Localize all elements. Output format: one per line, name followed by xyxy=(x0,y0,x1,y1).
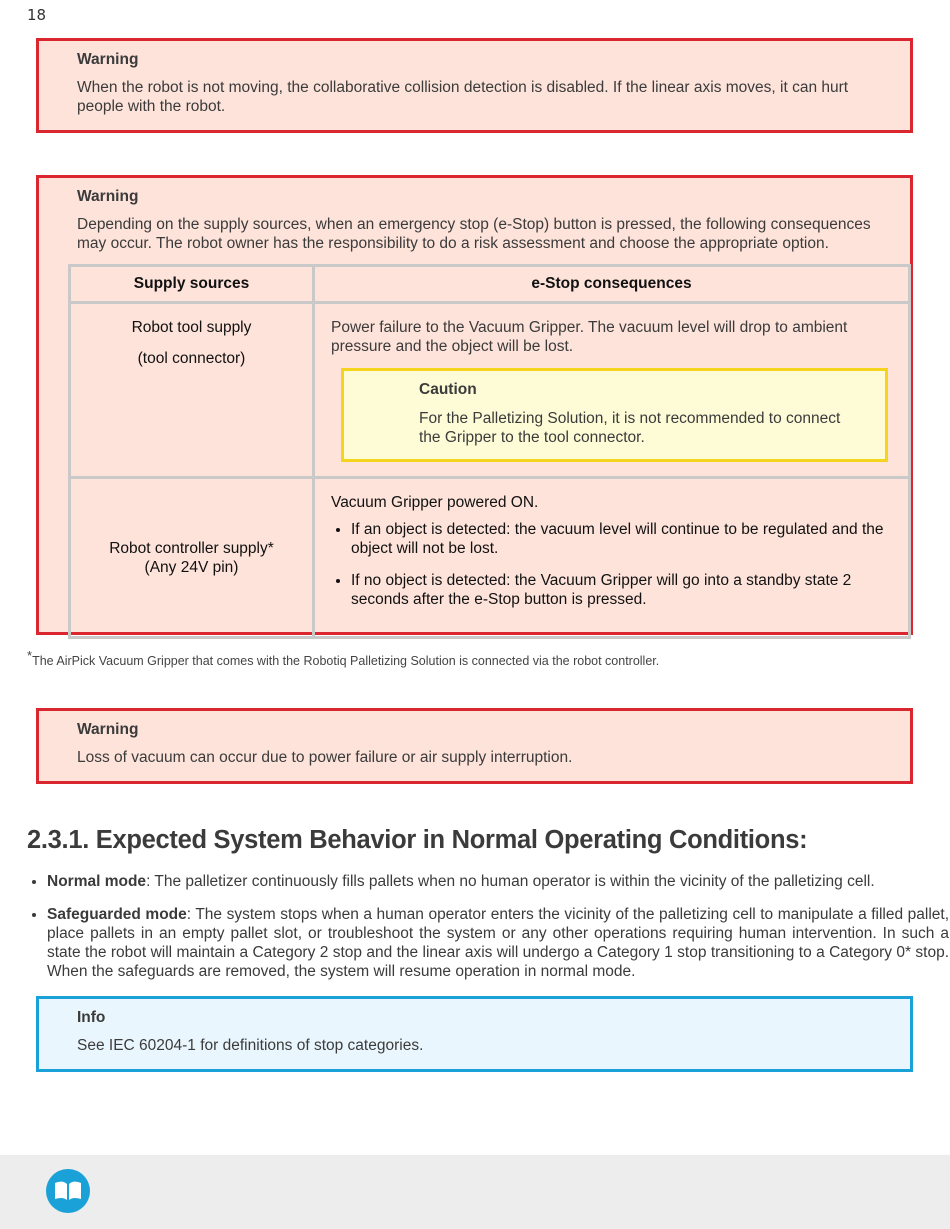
consequence-cell xyxy=(314,303,910,478)
caution-text: For the Palletizing Solution, it is not recommended to connect the Gripper to the tool connector. xyxy=(419,410,841,446)
supply-name: Robot tool supply xyxy=(131,319,252,336)
section-heading: 2.3.1. Expected System Behavior in Normal Operating Conditions: xyxy=(27,826,808,854)
mode-description: : The system stops when a human operator enters the vicinity of the palletizing cell to manipulate a filled pallet, place pallets in an empty pallet slot, or troubleshoot the system or any other operations requiring human intervention. In such a state the robot will maintain a Category 2 stop and the linear axis will undergo a Category 1 stop transitioning to a Category 0* stop. When the safeguards are removed, the system will resume operation in normal mode. xyxy=(47,906,950,980)
caution-title: Caution xyxy=(419,381,477,398)
mode-term: Safeguarded mode xyxy=(47,906,187,923)
footnote xyxy=(27,648,659,668)
info-title: Info xyxy=(77,1009,106,1026)
warning-text: Depending on the supply sources, when an emergency stop (e-Stop) button is pressed, the following consequences may occur. The robot owner has the responsibility to do a risk assessment and choose the appropriate option. xyxy=(77,216,871,252)
list-item xyxy=(47,905,949,981)
estop-table xyxy=(68,264,911,639)
warning-title: Warning xyxy=(77,721,139,738)
column-header-consequences: e-Stop consequences xyxy=(314,266,910,303)
mode-description: : The palletizer continuously fills pallets when no human operator is within the vicinity of the palletizing cell. xyxy=(146,873,875,890)
supply-cell xyxy=(70,303,314,478)
column-header-supply: Supply sources xyxy=(70,266,314,303)
supply-name: Robot controller supply* xyxy=(109,539,274,557)
warning-title: Warning xyxy=(77,188,139,205)
info-box xyxy=(36,996,913,1072)
table-row xyxy=(70,303,910,478)
warning-text: Loss of vacuum can occur due to power failure or air supply interruption. xyxy=(77,749,573,766)
list-item xyxy=(47,872,949,891)
book-icon[interactable] xyxy=(46,1169,90,1213)
consequence-intro: Vacuum Gripper powered ON. xyxy=(331,494,539,511)
warning-box-collision xyxy=(36,38,913,133)
supply-detail: (Any 24V pin) xyxy=(144,558,239,576)
warning-box-vacuum xyxy=(36,708,913,784)
footnote-text: The AirPick Vacuum Gripper that comes with the Robotiq Palletizing Solution is connected via the robot controller. xyxy=(32,654,660,669)
table-header-row xyxy=(70,266,910,303)
table-row xyxy=(70,478,910,638)
consequence-cell xyxy=(314,478,910,638)
mode-term: Normal mode xyxy=(47,873,147,890)
consequence-text: Power failure to the Vacuum Gripper. The vacuum level will drop to ambient pressure and the object will be lost. xyxy=(331,319,848,355)
caution-box xyxy=(341,368,888,462)
warning-text: When the robot is not moving, the collaborative collision detection is disabled. If the linear axis moves, it can hurt people with the robot. xyxy=(77,79,849,115)
warning-box-estop xyxy=(36,175,913,635)
page-number: 18 xyxy=(27,6,47,24)
supply-cell xyxy=(70,478,314,638)
modes-list xyxy=(27,872,949,995)
consequence-list xyxy=(331,520,892,609)
footnote-marker: * xyxy=(27,648,33,663)
page-footer xyxy=(0,1155,950,1229)
list-item: • If an object is detected: the vacuum level will continue to be regulated and the object will not be lost. xyxy=(351,520,892,558)
warning-title: Warning xyxy=(77,51,139,68)
info-text: See IEC 60204-1 for definitions of stop categories. xyxy=(77,1037,424,1054)
supply-detail: (tool connector) xyxy=(137,350,246,367)
list-item: • If no object is detected: the Vacuum Gripper will go into a standby state 2 seconds after the e-Stop button is pressed. xyxy=(351,571,892,609)
